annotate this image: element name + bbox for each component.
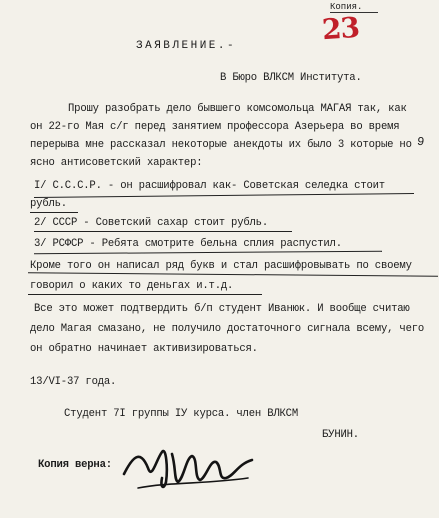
body-line-3: перерыва мне рассказал некоторые анекдоты их было 3 которые но	[30, 139, 412, 151]
body-line-2: он 22-го Мая с/г перед занятием профессора Азерьера во время	[30, 121, 400, 133]
body-line-1: Прошу разобрать дело бывшего комсомольца МАГАЯ так, как	[68, 103, 407, 115]
extra-line-1-underline	[28, 272, 438, 277]
margin-note: 9	[416, 134, 425, 150]
handwritten-signature	[118, 438, 258, 498]
closing-line-2: дело Магая смазано, не получило достаточного сигнала всему, чего	[30, 323, 425, 335]
closing-line-1: Все это может подтвердить б/п студент Иванюк. И вообще считаю	[34, 303, 410, 315]
item-1-cont-underline	[30, 212, 78, 213]
item-2: 2/ СССР - Советский сахар стоит рубль.	[34, 217, 268, 229]
item-1: I/ С.С.С.Р. - он расшифровал как- Советская селедка стоит	[34, 180, 385, 192]
copy-certified-label: Копия верна:	[38, 459, 112, 471]
document-title: ЗАЯВЛЕНИЕ.-	[136, 40, 237, 52]
closing-line-3: он обратно начинает активизироваться.	[30, 343, 258, 355]
extra-line-2: говорил о каких то деньгах и.т.д.	[30, 280, 234, 292]
document-date: 13/VI-37 года.	[30, 376, 117, 388]
body-line-4: ясно антисоветский характер:	[30, 157, 203, 169]
item-3: 3/ РСФСР - Ребята смотрите бельна сплия распустил.	[34, 238, 342, 250]
archive-number-stamp: 23	[320, 10, 361, 47]
item-1-cont: рубль.	[30, 198, 67, 210]
item-2-underline	[34, 231, 292, 232]
extra-line-1: Кроме того он написал ряд букв и стал расшифровывать по своему	[30, 260, 412, 272]
signature-line: Студент 7I группы IУ курса. член ВЛКСМ	[64, 408, 298, 420]
item-1-underline	[34, 193, 414, 198]
signer-name: БУНИН.	[322, 429, 359, 441]
item-3-underline	[34, 251, 382, 254]
extra-line-2-underline	[28, 294, 262, 295]
copy-label: Копия.	[330, 2, 363, 12]
addressee: В Бюро ВЛКСМ Института.	[220, 72, 362, 84]
